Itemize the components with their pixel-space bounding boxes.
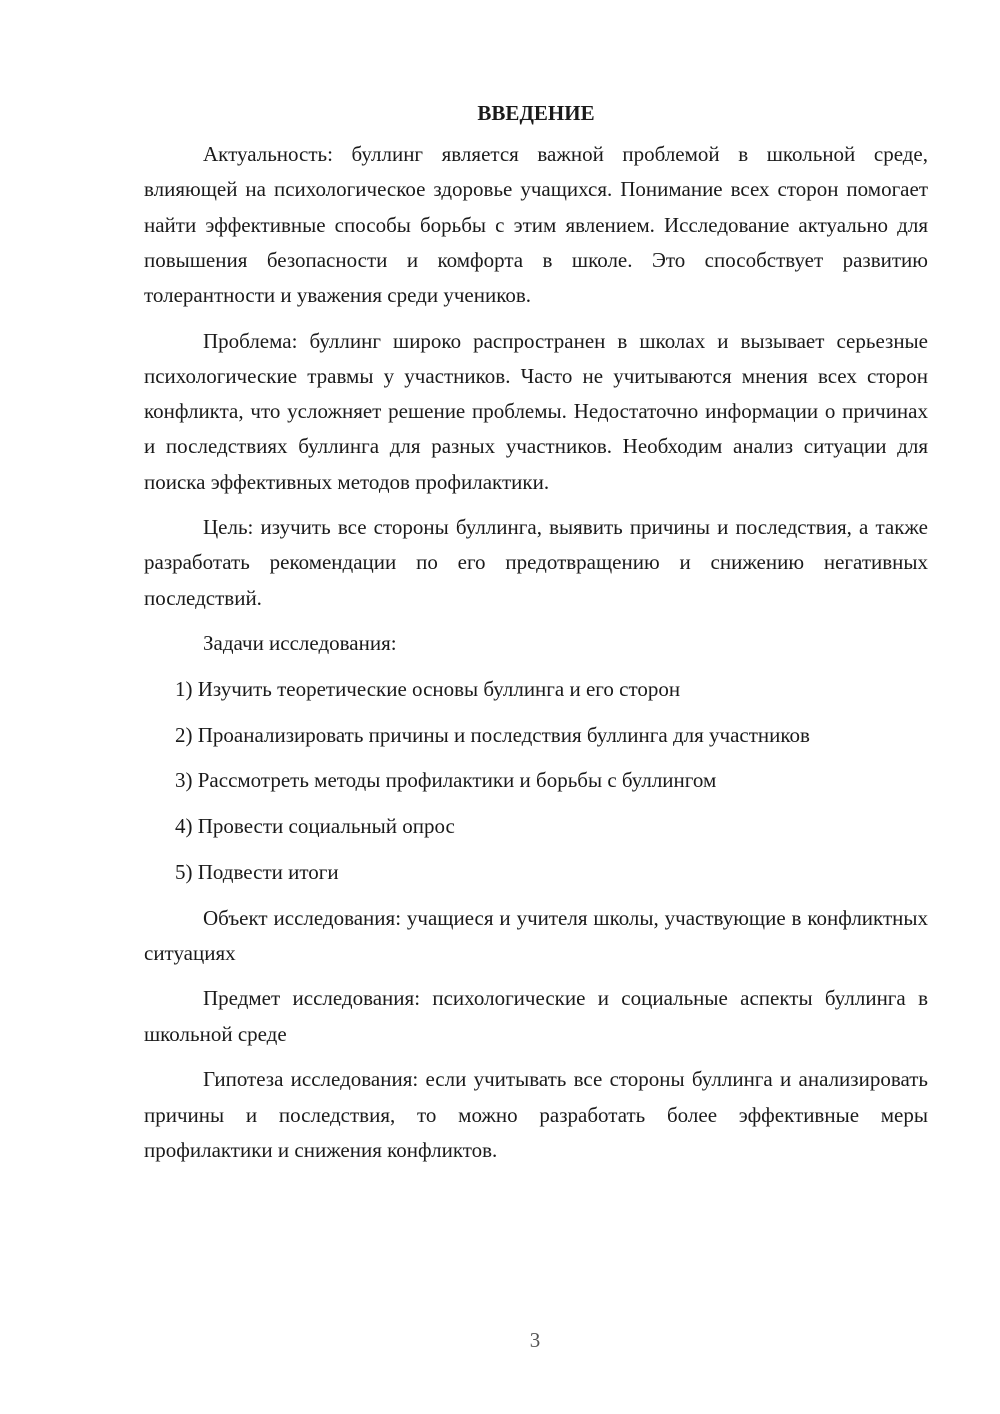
paragraph-subject: Предмет исследования: психологические и социальные аспекты буллинга в школьной среде	[144, 986, 928, 1046]
paragraph-object: Объект исследования: учащиеся и учителя школы, участвующие в конфликтных ситуациях	[144, 905, 928, 965]
tasks-heading: Задачи исследования:	[203, 631, 397, 656]
paragraph-relevance: Актуальность: буллинг является важной проблемой в школьной среде, влияющей на психологическое здоровье учащихся. Понимание всех сторон помогает найти эффективные способы борьбы с этим явлением. Исследование актуально для повышения безопасности и комфорта в школе. Это способствует развитию толерантности и уважения среди учеников.	[144, 142, 928, 308]
page-number: 3	[529, 1328, 541, 1352]
paragraph-hypothesis: Гипотеза исследования: если учитывать все стороны буллинга и анализировать причины и последствия, то можно разработать более эффективные меры профилактики и снижения конфликтов.	[144, 1067, 928, 1162]
paragraph-problem: Проблема: буллинг широко распространен в школах и вызывает серьезные психологические травмы у участников. Часто не учитываются мнения всех сторон конфликта, что усложняет решение проблемы. Недостаточно информации о причинах и последствиях буллинга для разных участников. Необходим анализ ситуации для поиска эффективных методов профилактики.	[144, 328, 928, 494]
document-title: ВВЕДЕНИЕ	[477, 101, 595, 125]
task-item-4: 4) Провести социальный опрос	[175, 814, 455, 839]
document-page	[144, 96, 928, 1178]
task-item-2: 2) Проанализировать причины и последствия буллинга для участников	[175, 722, 810, 747]
paragraph-goal: Цель: изучить все стороны буллинга, выявить причины и последствия, а также разработать рекомендации по его предотвращению и снижению негативных последствий.	[144, 515, 928, 610]
tasks-list	[144, 672, 928, 890]
task-item-5: 5) Подвести итоги	[175, 859, 339, 884]
task-item-1: 1) Изучить теоретические основы буллинга и его сторон	[175, 677, 681, 702]
task-item-3: 3) Рассмотреть методы профилактики и борьбы с буллингом	[175, 768, 717, 793]
